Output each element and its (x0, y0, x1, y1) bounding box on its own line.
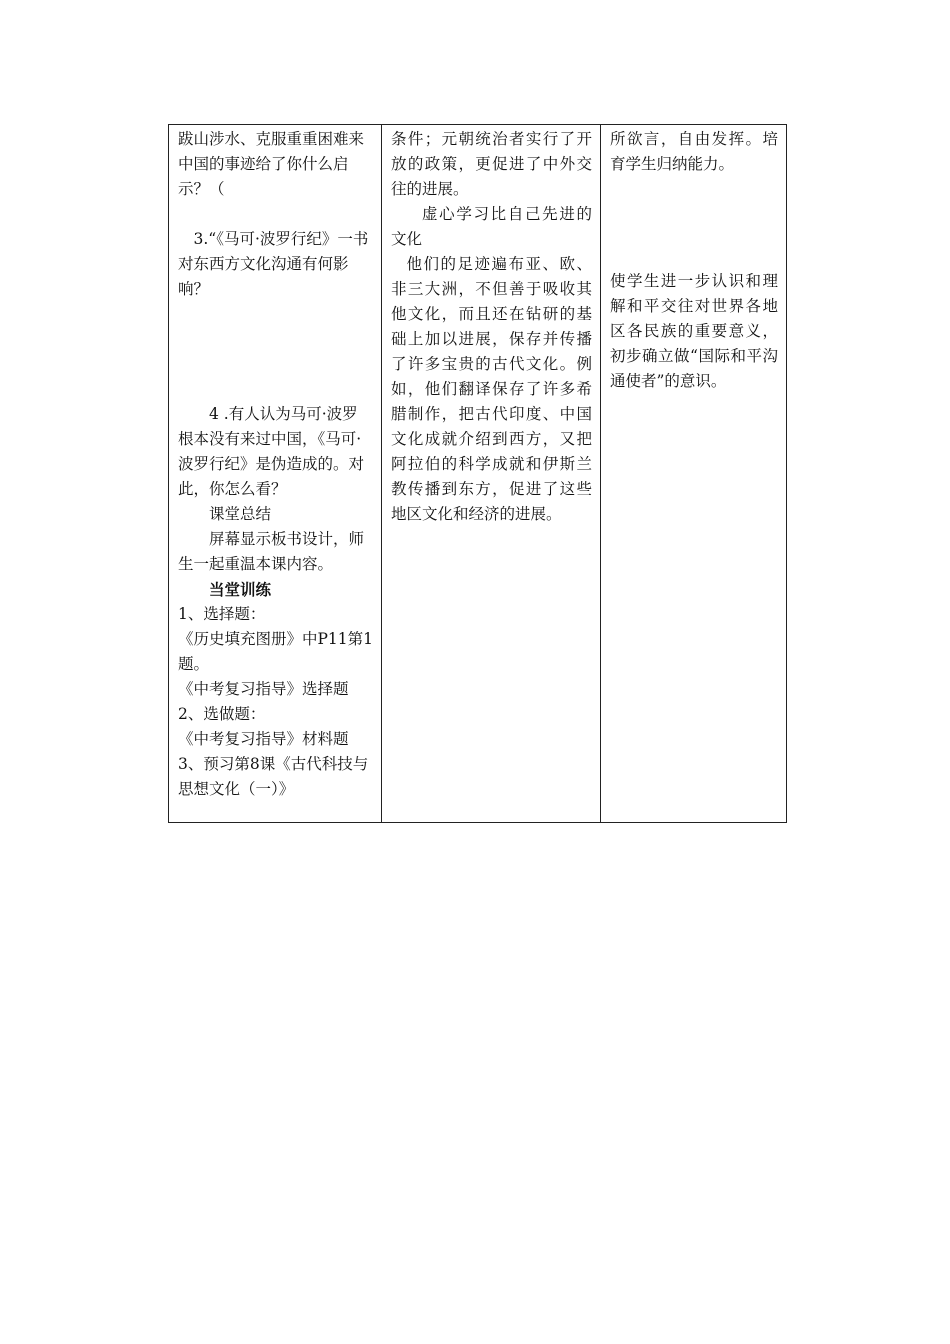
training-item: 1、选择题： (178, 605, 266, 623)
training-item: 《中考复习指导》选择题 (178, 680, 349, 698)
teaching-process-cell (169, 125, 382, 823)
table-row (169, 125, 787, 823)
intent-paragraph-1: 所欲言，自由发挥。培育学生归纳能力。 (610, 130, 778, 173)
content-heading: 虚心学习比自己先进的文化 (391, 205, 592, 248)
training-item: 3、预习第8课《古代科技与思想文化（一）》 (178, 755, 369, 798)
training-item: 2、选做题： (178, 705, 266, 723)
question-4: 4 .有人认为马可·波罗根本没有来过中国，《马可·波罗行纪》是伪造成的。对此，你怎么看？ (178, 405, 365, 498)
lesson-plan-table (168, 124, 787, 823)
training-title: 当堂训练 (209, 580, 272, 599)
question-2-tail: 跋山涉水、克服重重困难来中国的事迹给了你什么启示？（ (178, 130, 365, 198)
intent-paragraph-2: 使学生进一步认识和理解和平交往对世界各地区各民族的重要意义，初步确立做“国际和平沟通使者”的意识。 (610, 272, 778, 390)
training-item: 《中考复习指导》材料题 (178, 730, 349, 748)
design-intent-cell (601, 125, 787, 823)
content-cell (382, 125, 601, 823)
spacer (610, 177, 778, 269)
spacer (178, 302, 373, 402)
summary-title: 课堂总结 (209, 505, 272, 523)
training-item: 《历史填充图册》中P11第1题。 (178, 630, 374, 673)
spacer (178, 202, 373, 227)
content-paragraph-2: 他们的足迹遍布亚、欧、非三大洲，不但善于吸收其他文化，而且还在钻研的基础上加以进展，保存并传播了许多宝贵的古代文化。例如，他们翻译保存了许多希腊制作，把古代印度、中国文化成就介绍到西方，又把阿拉伯的科学成就和伊斯兰教传播到东方，促进了这些地区文化和经济的进展。 (391, 255, 592, 523)
content-paragraph-1: 条件；元朝统治者实行了开放的政策，更促进了中外交往的进展。 (391, 130, 592, 198)
summary-body: 屏幕显示板书设计，师生一起重温本课内容。 (178, 530, 365, 573)
question-3: 3.“《马可·波罗行纪》一书对东西方文化沟通有何影响？ (178, 230, 369, 298)
